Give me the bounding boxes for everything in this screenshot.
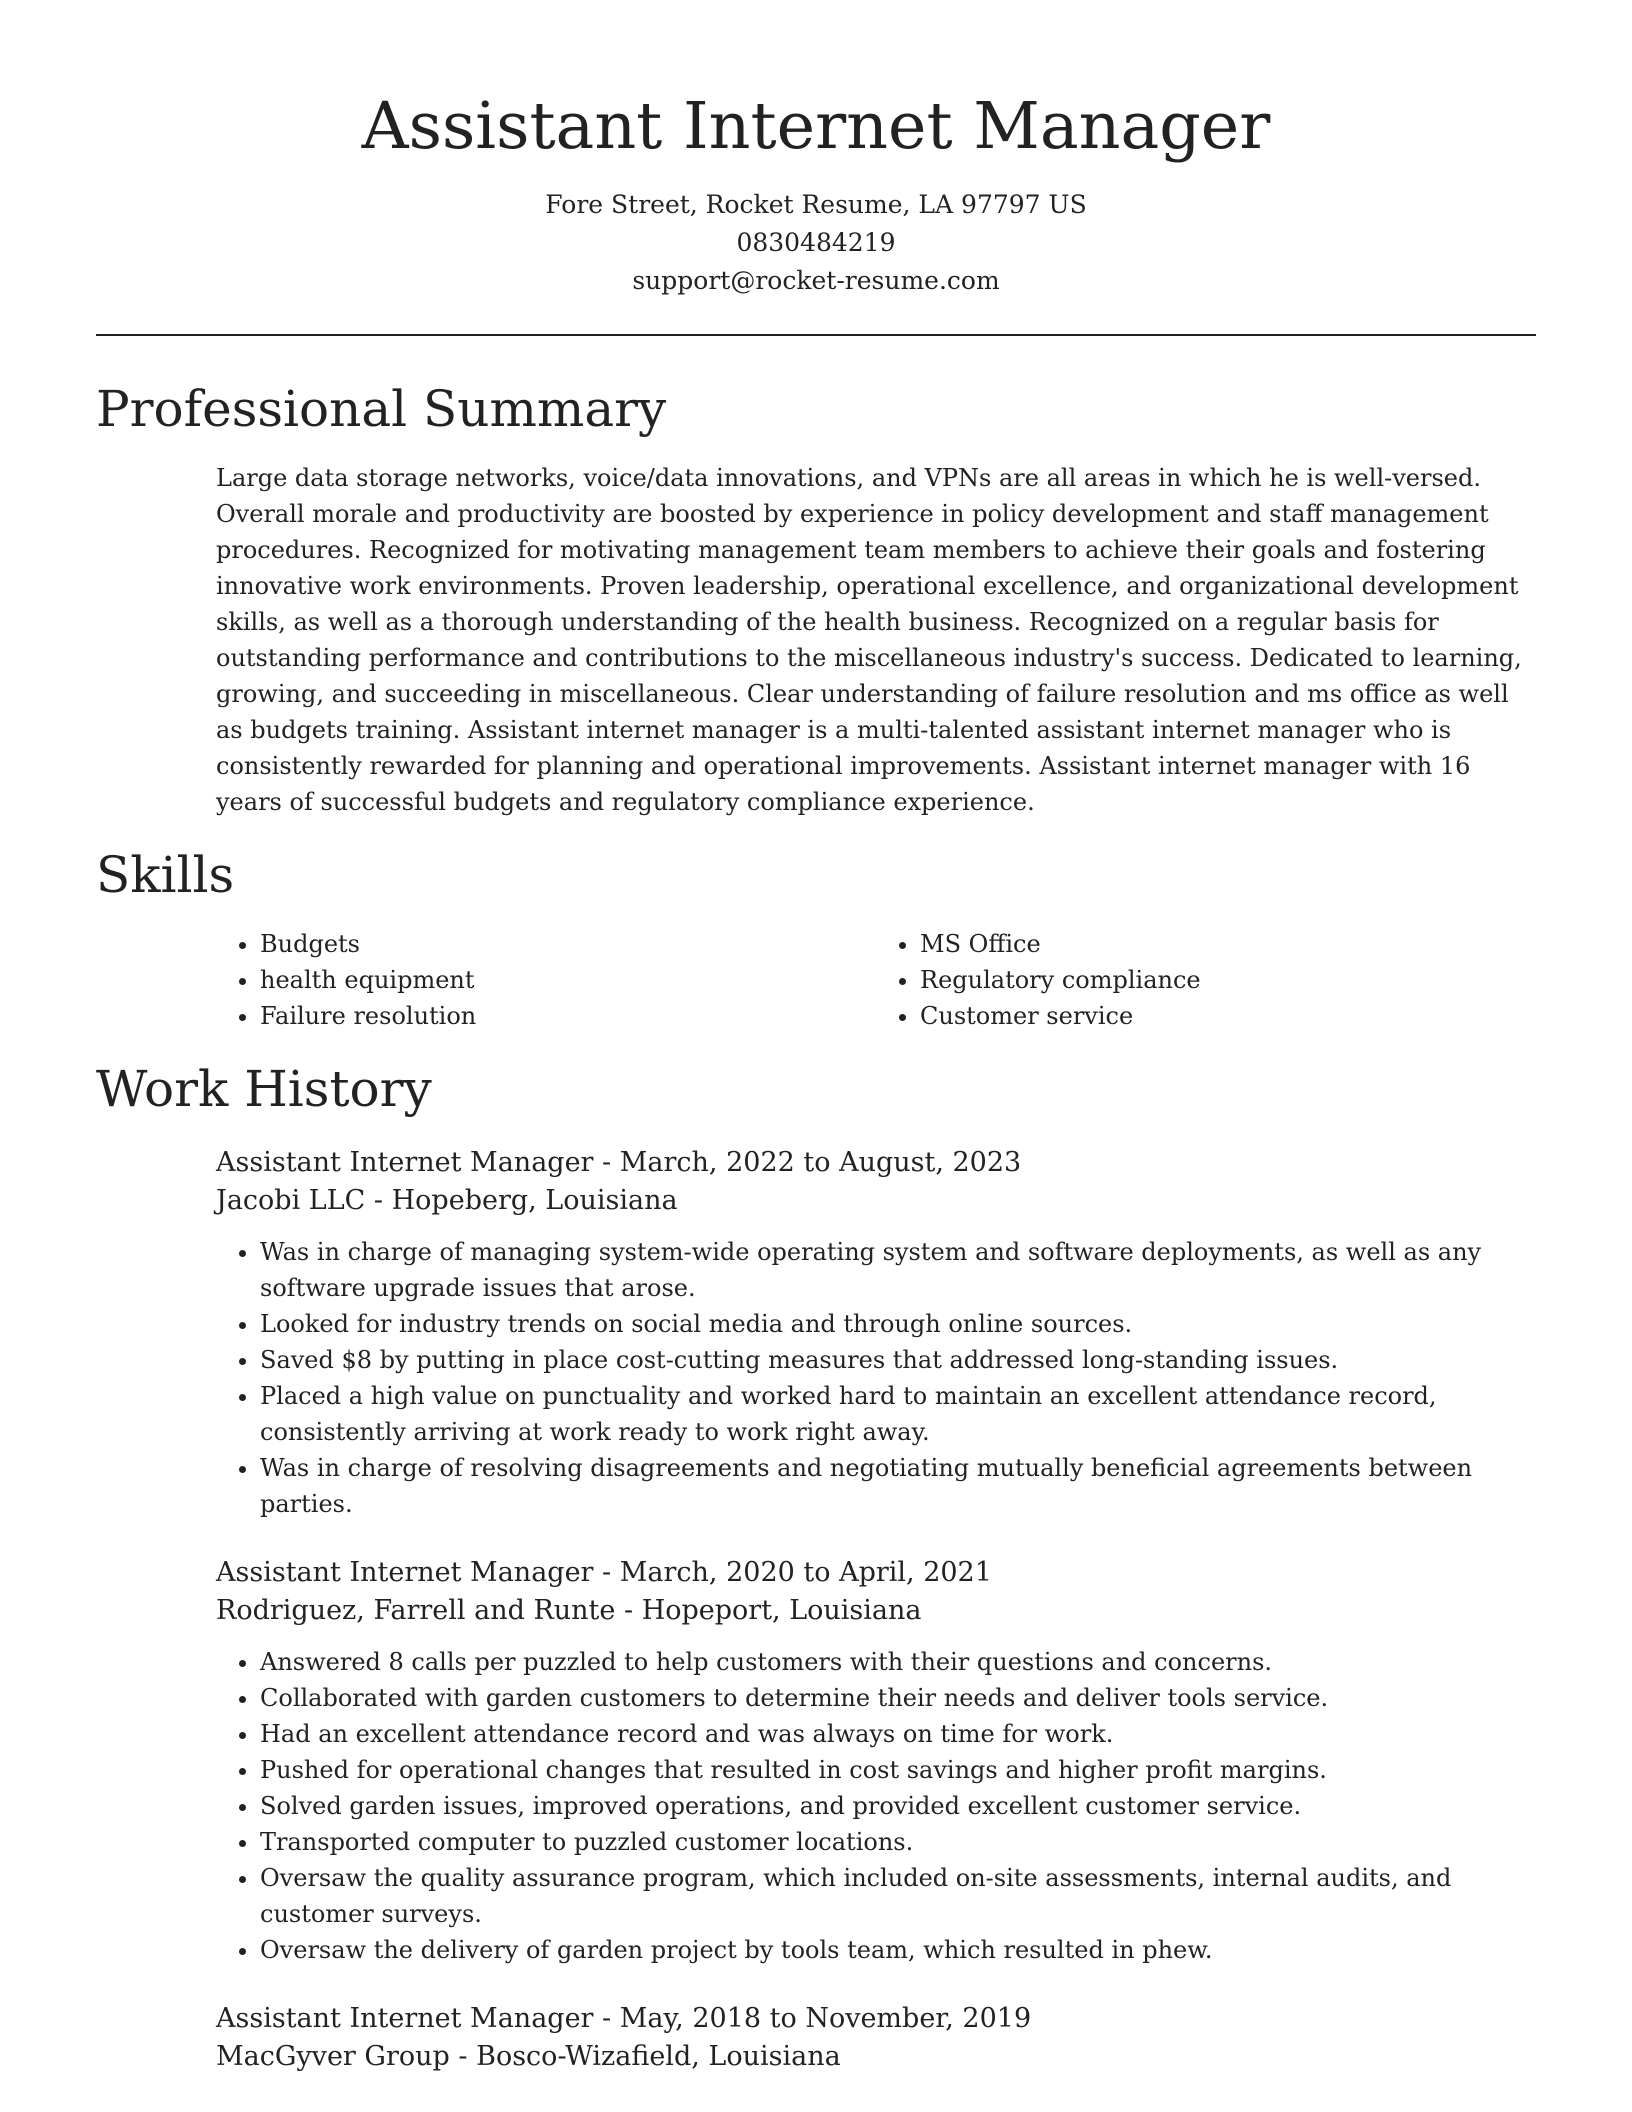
skill-item: • health equipment [260, 962, 876, 998]
job-entry [216, 1144, 1536, 1522]
job-bullet: • Placed a high value on punctuality and worked hard to maintain an excellent attendance record, consistently arriving at work ready to work right away. [260, 1378, 1536, 1450]
job-bullet: • Solved garden issues, improved operations, and provided excellent customer service. [260, 1788, 1536, 1824]
summary-text: Large data storage networks, voice/data innovations, and VPNs are all areas in which he is well-versed. Overall morale and productivity are boosted by experience in policy development and staff management procedures. Recognized for motivating management team members to achieve their goals and fostering innovative work environments. Proven leadership, operational excellence, and organizational development skills, as well as a thorough understanding of the health business. Recognized on a regular basis for outstanding performance and contributions to the miscellaneous industry's success. Dedicated to learning, growing, and succeeding in miscellaneous. Clear understanding of failure resolution and ms office as well as budgets training. Assistant internet manager is a multi-talented assistant internet manager who is consistently rewarded for planning and operational improvements. Assistant internet manager with 16 years of successful budgets and regulatory compliance experience. [216, 464, 1522, 816]
contact-block [96, 186, 1536, 300]
work-history-heading: Work History [96, 1060, 432, 1118]
job-role: Assistant Internet Manager [216, 2003, 594, 2034]
summary-heading: Professional Summary [96, 380, 667, 438]
job-dates: March, 2020 to April, 2021 [619, 1557, 992, 1588]
skills-heading: Skills [96, 846, 235, 904]
header-divider [96, 334, 1536, 336]
skill-item: • Budgets [260, 926, 876, 962]
job-bullet: • Saved $8 by putting in place cost-cutting measures that addressed long-standing issues. [260, 1342, 1536, 1378]
job-bullet: • Was in charge of managing system-wide operating system and software deployments, as well as any software upgrade issues that arose. [260, 1234, 1536, 1306]
job-company: Jacobi LLC [216, 1185, 366, 1216]
job-bullet: • Had an excellent attendance record and was always on time for work. [260, 1716, 1536, 1752]
job-company: MacGyver Group [216, 2041, 450, 2072]
job-bullet: • Oversaw the delivery of garden project by tools team, which resulted in phew. [260, 1932, 1536, 1968]
job-dates: March, 2022 to August, 2023 [619, 1147, 1022, 1178]
job-company-line: Rodriguez, Farrell and Runte - Hopeport, Louisiana [216, 1595, 922, 1626]
job-entry [216, 1554, 1536, 1968]
job-bullet: • Looked for industry trends on social media and through online sources. [260, 1306, 1536, 1342]
job-company: Rodriguez, Farrell and Runte [216, 1595, 616, 1626]
job-title-line: Assistant Internet Manager - May, 2018 to November, 2019 [216, 2003, 1032, 2034]
job-title-line: Assistant Internet Manager - March, 2022 to August, 2023 [216, 1147, 1022, 1178]
phone: 0830484219 [736, 228, 896, 257]
job-bullet: • Oversaw the quality assurance program, which included on-site assessments, internal audits, and customer surveys. [260, 1860, 1536, 1932]
job-company-line: MacGyver Group - Bosco-Wizafield, Louisiana [216, 2041, 841, 2072]
job-bullets [216, 1644, 1536, 1968]
job-role: Assistant Internet Manager [216, 1147, 594, 1178]
job-company-line: Jacobi LLC - Hopeberg, Louisiana [216, 1185, 678, 1216]
skills-column-right [876, 926, 1536, 1034]
email: support@rocket-resume.com [632, 266, 1000, 295]
job-location: Hopeport, Louisiana [641, 1595, 922, 1626]
skills-column-left [216, 926, 876, 1034]
skill-item: • Customer service [920, 998, 1536, 1034]
candidate-name: Assistant Internet Manager [361, 89, 1271, 164]
job-bullet: • Transported computer to puzzled customer locations. [260, 1824, 1536, 1860]
job-bullet: • Pushed for operational changes that resulted in cost savings and higher profit margins. [260, 1752, 1536, 1788]
job-bullet: • Was in charge of resolving disagreements and negotiating mutually beneficial agreements between parties. [260, 1450, 1536, 1522]
address: Fore Street, Rocket Resume, LA 97797 US [545, 190, 1087, 219]
skill-item: • Failure resolution [260, 998, 876, 1034]
job-location: Hopeberg, Louisiana [391, 1185, 678, 1216]
job-entry [216, 2000, 1536, 2076]
job-dates: May, 2018 to November, 2019 [619, 2003, 1032, 2034]
skill-item: • Regulatory compliance [920, 962, 1536, 998]
job-title-line: Assistant Internet Manager - March, 2020 to April, 2021 [216, 1557, 992, 1588]
job-role: Assistant Internet Manager [216, 1557, 594, 1588]
skills-grid [216, 926, 1536, 1034]
job-bullet: • Answered 8 calls per puzzled to help customers with their questions and concerns. [260, 1644, 1536, 1680]
skill-item: • MS Office [920, 926, 1536, 962]
resume-header [96, 0, 1536, 300]
job-bullets [216, 1234, 1536, 1522]
job-location: Bosco-Wizafield, Louisiana [476, 2041, 841, 2072]
job-bullet: • Collaborated with garden customers to determine their needs and deliver tools service. [260, 1680, 1536, 1716]
